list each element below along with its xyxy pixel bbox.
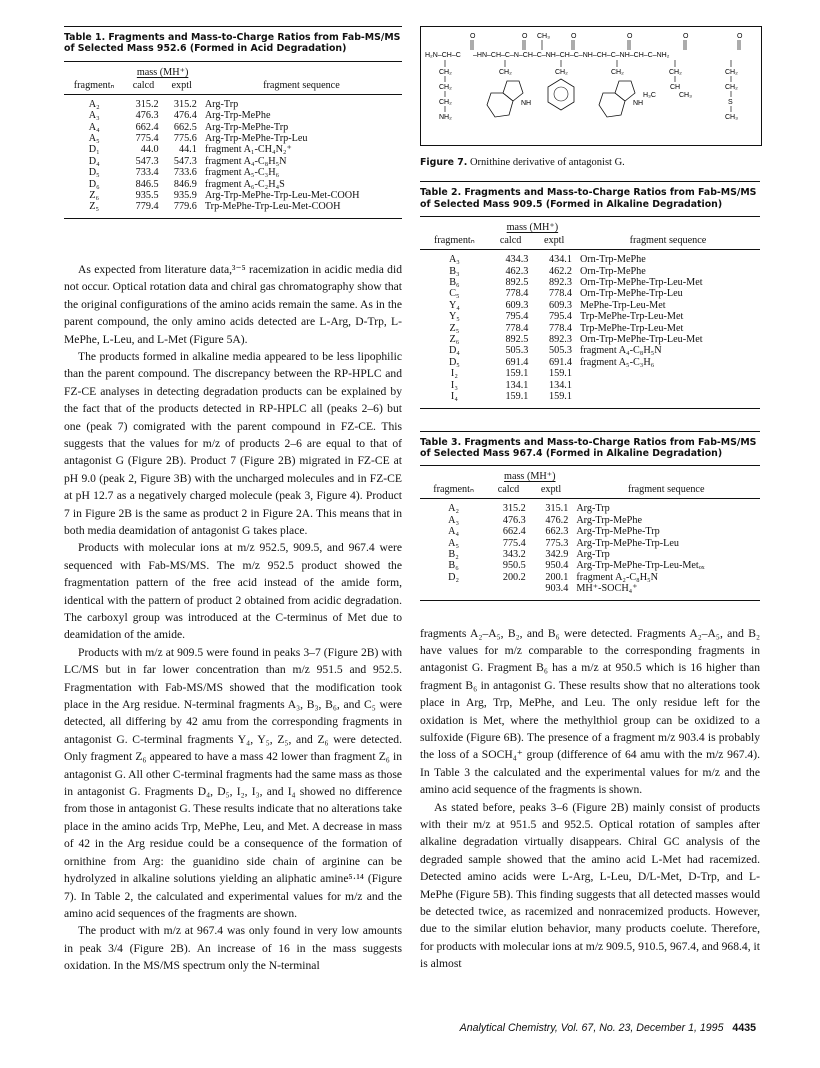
table-row: A₄ 662.4 662.3 Arg-Trp-MePhe-Trp <box>448 526 660 538</box>
trp-side-chain-2 <box>599 60 643 117</box>
body-paragraph: The products formed in alkaline media appeared to be less lipophilic than the parent compound. The discrepancy between the RP-HPLC and FZ-CE analyses in detecting degradation products can be explained by the fact that of the products detected in RP-HPLC all (peaks 2–6) but one (peak 7) comigrated with the parent compound in FZ-CE. This suggests that the values for m/z of products 2–6 are equal to that of antagonist G (Figure 2B). Product 7 (Figure 2B) migrated in FZ-CE at pH 9.0 (peak 2, Figure 3B) with the uncharged molecules and in FZ-CE at pH 12.7 as a negatively charged molecule (peak 3, Figure 4). Product 7 in Figure 2B is the same as product 2 in Figure 2A. This means that in both media deamidation of antagonist G takes place. <box>64 349 402 537</box>
table-row: A₃ 476.3 476.4 Arg-Trp-MePhe <box>88 110 271 122</box>
body-paragraph: fragments A₂–A₅, B₂, and B₆ were detected. Fragments A₂–A₅, and B₂ have values for m/z comparable to the corresponding fragments in antagonist G. Fragment B₆ has a m/z at 950.5 which is 16 higher than fragment B₆ in antagonist G. These results show that no alterations took place in Arg, Trp, MePhe, and Leu. The only residue left for the oxidation is Met, where the methylthiol group can be oxidized to a sulfoxide (Figure 6B). The presence of a fragment m/z 903.4 is probably the loss of a SOCH₄⁺ group (difference of 64 amu with the m/z 967.4). In Table 3 the calculated and the experimental values for m/z and the amino acid sequence of the fragments is shown. <box>420 626 760 797</box>
table3-title: Table 3. Fragments and Mass-to-Charge Ratios from Fab-MS/MS of Selected Mass 967.4 (Formed in Alkaline Degradation) <box>420 431 760 460</box>
table-row: A₂ 315.2 315.1 Arg-Trp <box>448 503 610 515</box>
table-row: I₂ 159.1 159.1 <box>450 368 572 380</box>
body-paragraph: The product with m/z at 967.4 was only found in very low amounts in peak 3/4 (Figure 2B). An increase of 16 in the mass suggests oxidation. In the MS/MS spectrum only the N-terminal <box>64 924 402 973</box>
structure-n-terminus: H₂N–CH–C <box>425 52 461 59</box>
ornithine-structure-drawing <box>421 27 761 145</box>
table-row: Z₅ 779.4 779.6 Trp-MePhe-Trp-Leu-Met-COOH <box>89 201 341 213</box>
body-paragraph: Products with m/z at 909.5 were found in peaks 3–7 (Figure 2B) with LC/MS but in far lower concentration than m/z 951.5 and 952.5. Fragmentation with Fab-MS/MS showed that the modification took place in the Arg residue. N-terminal fragments A₃, B₃, B₆, and C₅ were detected, all differing by 42 amu from the corresponding fragments in antagonist G. C-terminal fragments Y₄, Y₅, Z₅, and Z₆ were detected. Only fragment Z₆ appeared to have a mass 42 lower than fragment Z₆ in antagonist G. All other C-terminal fragments had the same mass as those in antagonist G. Fragments D₄, D₅, I₂, I₃, and I₄ showed no difference from those in antagonist G. These results indicate that no alterations take place in the amino acids Trp, MePhe, Leu, and Met. A decrease in mass of 42 in the Arg residue could be a consequence of the formation of ornithine from Arg: the guanidino side chain of arginine can be hydrolyzed in alkaline solutions yielding an aliphatic amine⁵·¹⁴ (Figure 7). In Table 2, the calculated and experimental values for m/z and the amino acid sequences of the fragments are shown. <box>64 645 402 920</box>
svg-text:CH₂: CH₂ <box>725 84 738 91</box>
body-paragraph: As expected from literature data,³⁻⁵ racemization in acidic media did not occur. Optical rotation data and chiral gas chromatography show that the original configurations of the amino acids remain the same. As in the parent compound, the only amino acids detected are L-Arg, D-Trp, L-MePhe, L-Leu, and L-Met (Figure 5A). <box>64 262 402 346</box>
table-row: C₅ 778.4 778.4 Orn-Trp-MePhe-Trp-Leu <box>449 288 683 300</box>
table-row: D₆ 846.5 846.9 fragment A₆-C₂H₄S <box>88 178 285 190</box>
table-row: A₄ 662.4 662.5 Arg-Trp-MePhe-Trp <box>88 121 289 133</box>
svg-text:CH₃: CH₃ <box>725 114 738 121</box>
figure7-caption-label: Figure 7. <box>420 157 468 168</box>
table1-mass-header: mass (MH⁺) <box>124 61 200 79</box>
svg-text:CH₃: CH₃ <box>537 33 550 40</box>
table2-col-fragment: fragmentₙ <box>420 234 489 250</box>
table-row: 903.4 MH⁺-SOCH₄⁺ <box>545 583 638 595</box>
figure7-structure <box>420 26 762 146</box>
svg-text:O: O <box>470 33 476 40</box>
table-row: D₁ 44.0 44.1 fragment A₁-CH₄N₂⁺ <box>88 144 292 156</box>
table-row: Z₅ 778.4 778.4 Trp-MePhe-Trp-Leu-Met <box>449 322 684 334</box>
table1-col-calcd: calcd <box>124 79 162 95</box>
table-row: D₄ 505.3 505.3 fragment A₄-C₈H₅N <box>448 345 662 357</box>
svg-text:H₃C: H₃C <box>643 92 656 99</box>
table1-col-sequence: fragment sequence <box>201 79 402 95</box>
leu-side-chain <box>643 60 692 99</box>
table-row: A₃ 476.3 476.2 Arg-Trp-MePhe <box>448 514 642 526</box>
table-row: B₆ 950.5 950.4 Arg-Trp-MePhe-Trp-Leu-Metₒₓ <box>448 560 705 572</box>
table2-mass-header: mass (MH⁺) <box>489 217 576 235</box>
svg-text:NH: NH <box>633 100 644 107</box>
table-row: Z₆ 935.5 935.9 Arg-Trp-MePhe-Trp-Leu-Met-COOH <box>89 190 360 202</box>
svg-text:NH: NH <box>521 100 532 107</box>
table-row: Y₅ 795.4 795.4 Trp-MePhe-Trp-Leu-Met <box>448 311 684 323</box>
svg-text:CH₂: CH₂ <box>555 69 568 76</box>
table1 <box>64 61 402 219</box>
met-side-chain <box>725 60 738 121</box>
table-row: D₂ 200.2 200.1 fragment A₂-C₈H₅N <box>448 571 658 583</box>
table2-col-exptl: exptl <box>532 234 576 250</box>
table2-col-calcd: calcd <box>489 234 533 250</box>
mephe-side-chain <box>548 60 574 110</box>
svg-text:CH₂: CH₂ <box>439 99 452 106</box>
table2-col-sequence: fragment sequence <box>576 234 760 250</box>
svg-text:CH₂: CH₂ <box>669 69 682 76</box>
table1-col-exptl: exptl <box>163 79 201 95</box>
table-row: D₄ 547.3 547.3 fragment A₄-C₈H₅N <box>88 155 287 167</box>
svg-text:CH₂: CH₂ <box>439 84 452 91</box>
left-column <box>64 26 402 975</box>
carbonyl-groups <box>470 33 743 50</box>
figure7-caption <box>420 154 760 171</box>
table-row: A₃ 434.3 434.1 Orn-Trp-MePhe <box>448 254 646 266</box>
table3-col-fragment: fragmentₙ <box>420 483 487 499</box>
svg-text:O: O <box>737 33 743 40</box>
table-row: B₂ 343.2 342.9 Arg-Trp <box>448 548 610 560</box>
svg-text:O: O <box>571 33 577 40</box>
svg-text:O: O <box>683 33 689 40</box>
svg-text:NH₂: NH₂ <box>439 114 452 121</box>
table-row: D₅ 733.4 733.6 fragment A₅-C₃H₆ <box>88 167 280 179</box>
table-row: A₂ 315.2 315.2 Arg-Trp <box>88 98 239 110</box>
table1-col-fragment: fragmentₙ <box>64 79 124 95</box>
body-paragraph: Products with molecular ions at m/z 952.5, 909.5, and 967.4 were sequenced with Fab-MS/MS. The m/z 952.5 product showed the fragmentation pattern of the free acid instead of the amide form, identical with the pattern of product 2 obtained from acidic degradation. The carboxyl group was introduced at the C-terminus of Met due to deamidation of the amide. <box>64 541 402 642</box>
table-row: I₄ 159.1 159.1 <box>450 391 572 403</box>
svg-text:CH: CH <box>670 84 681 91</box>
table-row: B₆ 892.5 892.3 Orn-Trp-MePhe-Trp-Leu-Met <box>449 277 703 289</box>
table3 <box>420 465 760 600</box>
table3-col-sequence: fragment sequence <box>572 483 760 499</box>
table3-mass-header: mass (MH⁺) <box>487 466 572 484</box>
table-row: A₅ 775.4 775.3 Arg-Trp-MePhe-Trp-Leu <box>448 537 679 549</box>
table-row: B₃ 462.3 462.2 Orn-Trp-MePhe <box>449 265 646 277</box>
figure7-caption-text: Ornithine derivative of antagonist G. <box>469 157 625 168</box>
table2 <box>420 216 760 408</box>
table1-title: Table 1. Fragments and Mass-to-Charge Ratios from Fab-MS/MS of Selected Mass 952.6 (Formed in Acid Degradation) <box>64 26 402 55</box>
table3-col-calcd: calcd <box>487 483 530 499</box>
svg-text:CH₂: CH₂ <box>725 69 738 76</box>
table-row: A₅ 775.4 775.6 Arg-Trp-MePhe-Trp-Leu <box>88 133 308 145</box>
table-row: I₃ 134.1 134.1 <box>450 379 572 391</box>
svg-text:S: S <box>728 99 733 106</box>
page-number: 4435 <box>732 1022 756 1034</box>
svg-text:CH₂: CH₂ <box>611 69 624 76</box>
body-paragraph: As stated before, peaks 3–6 (Figure 2B) mainly consist of products with their m/z at 951.5 and 952.5. Optical rotation of samples after alkaline degradation virtually disappears. Chiral GC analysis of the degraded sample showed that the amino acid L-Met had racemized. Detected amino acids were L-Arg, L-Leu, D/L-Met, D-Trp, and L-MePhe (Figure 5B). This finding suggests that all detected masses would be detected twice, as racemized and nonracemized products. However, due to the similar elution behavior, many products coelute. Therefore, for products with molecular ions at m/z 909.5, 910.5, 967.4, and 968.4, it is almost <box>420 800 760 971</box>
trp-side-chain-1 <box>487 60 531 117</box>
svg-text:CH₂: CH₂ <box>439 69 452 76</box>
svg-text:CH₃: CH₃ <box>679 92 692 99</box>
journal-citation: Analytical Chemistry, Vol. 67, No. 23, December 1, 1995 <box>459 1022 724 1034</box>
table-row: Y₄ 609.3 609.3 MePhe-Trp-Leu-Met <box>448 299 666 311</box>
svg-text:CH₂: CH₂ <box>499 69 512 76</box>
svg-text:O: O <box>522 33 528 40</box>
table3-col-exptl: exptl <box>530 483 573 499</box>
right-column <box>420 26 760 973</box>
table-row: D₅ 691.4 691.4 fragment A₅-C₃H₆ <box>448 356 655 368</box>
table2-title: Table 2. Fragments and Mass-to-Charge Ratios from Fab-MS/MS of Selected Mass 909.5 (Formed in Alkaline Degradation) <box>420 181 760 210</box>
svg-text:O: O <box>627 33 633 40</box>
structure-backbone: –HN–CH–C–N–CH–C–NH–CH–C–NH–CH–C–NH–CH–C–NH₂ <box>473 52 670 59</box>
ornithine-side-chain <box>439 60 452 121</box>
table-row: Z₆ 892.5 892.3 Orn-Trp-MePhe-Trp-Leu-Met <box>449 334 703 346</box>
page-footer <box>420 1022 756 1034</box>
